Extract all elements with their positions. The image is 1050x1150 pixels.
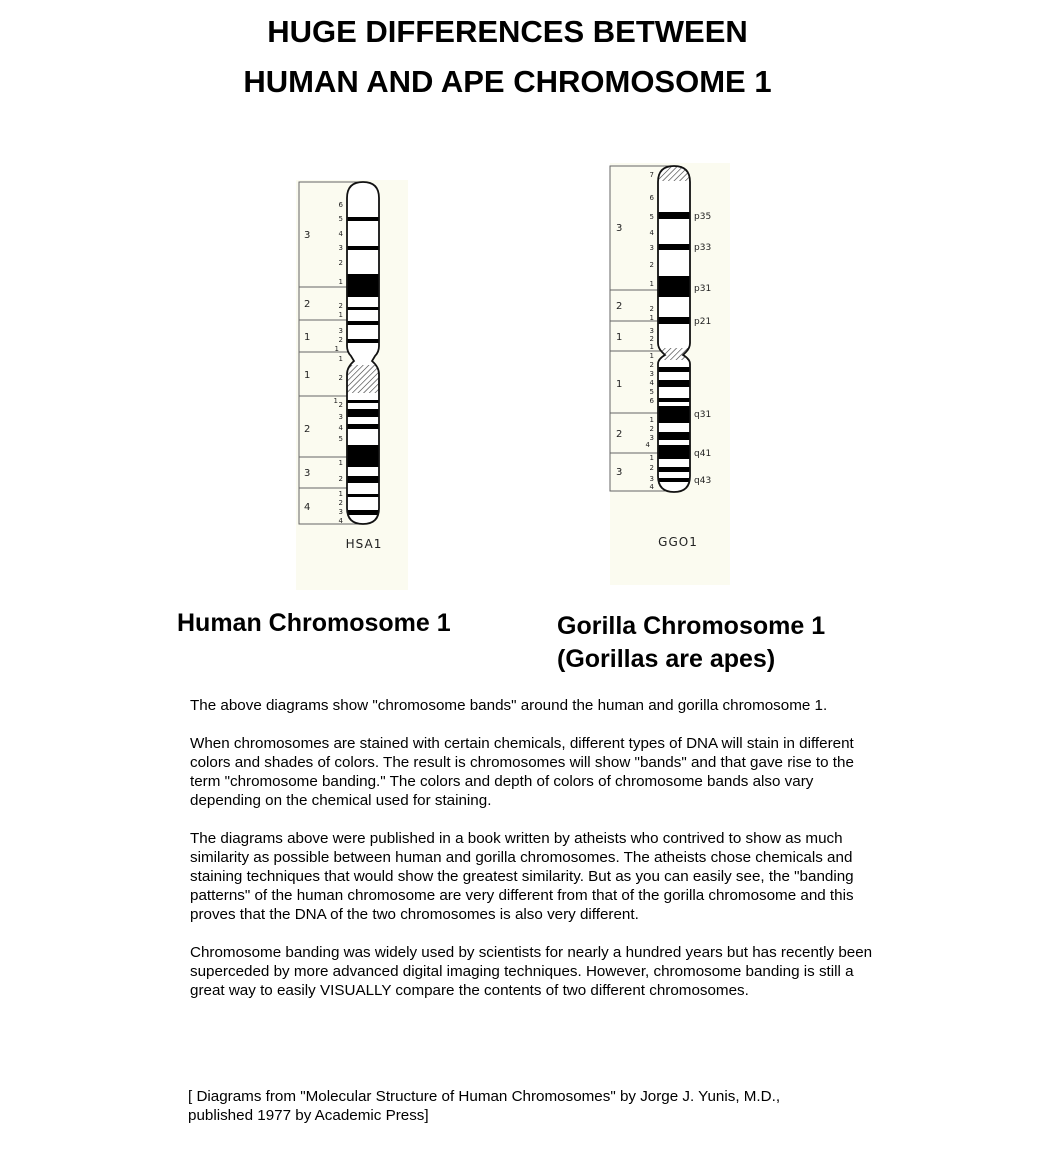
paragraph: The diagrams above were published in a book written by atheists who contrived to show as much similarity as possible between human and gorilla chromosomes. The atheists chose chemicals and staining techniques that would show the greatest similarity. But as you can easily see, the "banding patterns" of the human chromosome are very different from that of the gorilla chromosome and this proves that the DNA of the two chromosomes is also very different. bbox=[190, 830, 854, 923]
paragraph: When chromosomes are stained with certain chemicals, different types of DNA will stain in different colors and shades of colors. The result is chromosomes will show "bands" and that gave rise to the term "chromosome banding." The colors and depth of colors of chromosome bands also vary depending on the chemical used for staining. bbox=[190, 735, 854, 809]
paragraph: The above diagrams show "chromosome bands" around the human and gorilla chromosome 1. bbox=[190, 697, 828, 714]
human-band-number: 5 bbox=[338, 215, 343, 223]
gorilla-band-number: 1 bbox=[649, 454, 654, 462]
gorilla-band-label-p31: p31 bbox=[694, 284, 712, 294]
human-band-number: 2 bbox=[338, 401, 343, 409]
human-chromosome-body bbox=[342, 180, 387, 530]
human-band-number: 4 bbox=[338, 517, 343, 525]
gorilla-band-number: 3 bbox=[649, 434, 654, 442]
paragraph: Chromosome banding was widely used by scientists for nearly a hundred years but has recently been superceded by more advanced digital imaging techniques. However, chromosome banding is still a great way to easily VISUALLY compare the contents of two different chromosomes. bbox=[190, 944, 873, 999]
gorilla-band-number: 4 bbox=[649, 379, 654, 387]
gorilla-band-number: 2 bbox=[649, 261, 654, 269]
gorilla-chromosome-diagram bbox=[606, 158, 746, 558]
human-region-p2: 2 bbox=[304, 299, 311, 310]
gorilla-band-number: 6 bbox=[649, 397, 654, 405]
human-region-q1: 1 bbox=[304, 370, 311, 381]
explanation-text bbox=[190, 696, 880, 1019]
human-region-q4: 4 bbox=[304, 502, 311, 513]
gorilla-band-number: 2 bbox=[649, 305, 654, 313]
gorilla-region-q2: 2 bbox=[616, 429, 623, 440]
human-band-number: 2 bbox=[338, 336, 343, 344]
gorilla-band-number: 3 bbox=[649, 370, 654, 378]
human-band-number: 4 bbox=[338, 424, 343, 432]
gorilla-band-label-p21: p21 bbox=[694, 317, 712, 327]
human-band-number: 1 bbox=[338, 459, 343, 467]
gorilla-band-number: 3 bbox=[649, 475, 654, 483]
human-region-q2: 2 bbox=[304, 424, 311, 435]
gorilla-band-number: 3 bbox=[649, 244, 654, 252]
gorilla-band-number: 4 bbox=[645, 441, 650, 449]
human-region-p1: 1 bbox=[304, 332, 311, 343]
gorilla-band-label-q41: q41 bbox=[694, 449, 712, 459]
human-band-number: 1 bbox=[338, 278, 343, 286]
human-band-number: 2 bbox=[338, 259, 343, 267]
page-title-line-2: HUMAN AND APE CHROMOSOME 1 bbox=[243, 64, 772, 99]
gorilla-band-label-q31: q31 bbox=[694, 410, 712, 420]
human-band-number: 1 bbox=[338, 311, 343, 319]
gorilla-region-p1: 1 bbox=[616, 332, 623, 343]
human-band-number: 1 bbox=[333, 397, 338, 405]
gorilla-band-number: 5 bbox=[649, 388, 654, 396]
human-band-number: 2 bbox=[338, 499, 343, 507]
human-region-p3: 3 bbox=[304, 230, 311, 241]
gorilla-caption-line-2: (Gorillas are apes) bbox=[557, 645, 776, 673]
human-band-number: 2 bbox=[338, 374, 343, 382]
human-band-number: 4 bbox=[338, 230, 343, 238]
citation-line-2: published 1977 by Academic Press] bbox=[188, 1107, 429, 1124]
human-band-number: 1 bbox=[334, 345, 339, 353]
human-band-number: 3 bbox=[338, 508, 343, 516]
human-figure-label: HSA1 bbox=[345, 537, 383, 551]
gorilla-band-number: 2 bbox=[649, 361, 654, 369]
human-band-number: 3 bbox=[338, 327, 343, 335]
human-region-q3: 3 bbox=[304, 468, 311, 479]
gorilla-band-number: 2 bbox=[649, 425, 654, 433]
gorilla-band-number: 4 bbox=[649, 229, 654, 237]
gorilla-band-number: 1 bbox=[649, 352, 654, 360]
gorilla-band-label-p35: p35 bbox=[694, 212, 712, 222]
gorilla-band-number: 7 bbox=[649, 171, 654, 179]
gorilla-chromosome-body bbox=[653, 164, 695, 494]
gorilla-caption-line-1: Gorilla Chromosome 1 bbox=[557, 612, 826, 640]
gorilla-band-number: 5 bbox=[649, 213, 654, 221]
gorilla-region-q3: 3 bbox=[616, 467, 623, 478]
gorilla-band-number: 1 bbox=[649, 416, 654, 424]
human-band-number: 3 bbox=[338, 244, 343, 252]
gorilla-figure-label: GGO1 bbox=[658, 535, 698, 549]
gorilla-band-number: 2 bbox=[649, 464, 654, 472]
human-band-number: 3 bbox=[338, 413, 343, 421]
gorilla-band-label-p33: p33 bbox=[694, 243, 712, 253]
gorilla-region-p3: 3 bbox=[616, 223, 623, 234]
human-caption: Human Chromosome 1 bbox=[177, 609, 451, 637]
page-title-line-1: HUGE DIFFERENCES BETWEEN bbox=[267, 14, 748, 49]
gorilla-region-q1: 1 bbox=[616, 379, 623, 390]
human-band-number: 1 bbox=[338, 355, 343, 363]
gorilla-band-label-q43: q43 bbox=[694, 476, 712, 486]
gorilla-band-number: 1 bbox=[649, 343, 654, 351]
gorilla-band-number: 2 bbox=[649, 335, 654, 343]
citation bbox=[188, 1087, 878, 1125]
gorilla-band-number: 1 bbox=[649, 314, 654, 322]
gorilla-region-p2: 2 bbox=[616, 301, 623, 312]
gorilla-band-number: 4 bbox=[649, 483, 654, 491]
gorilla-band-number: 3 bbox=[649, 327, 654, 335]
human-band-number: 2 bbox=[338, 302, 343, 310]
gorilla-band-number: 1 bbox=[649, 280, 654, 288]
citation-line-1: [ Diagrams from "Molecular Structure of Human Chromosomes" by Jorge J. Yunis, M.D., bbox=[188, 1088, 781, 1105]
human-band-number: 6 bbox=[338, 201, 343, 209]
gorilla-band-number: 6 bbox=[649, 194, 654, 202]
human-chromosome-diagram bbox=[292, 170, 432, 570]
human-band-number: 2 bbox=[338, 475, 343, 483]
human-band-number: 5 bbox=[338, 435, 343, 443]
human-band-number: 1 bbox=[338, 490, 343, 498]
